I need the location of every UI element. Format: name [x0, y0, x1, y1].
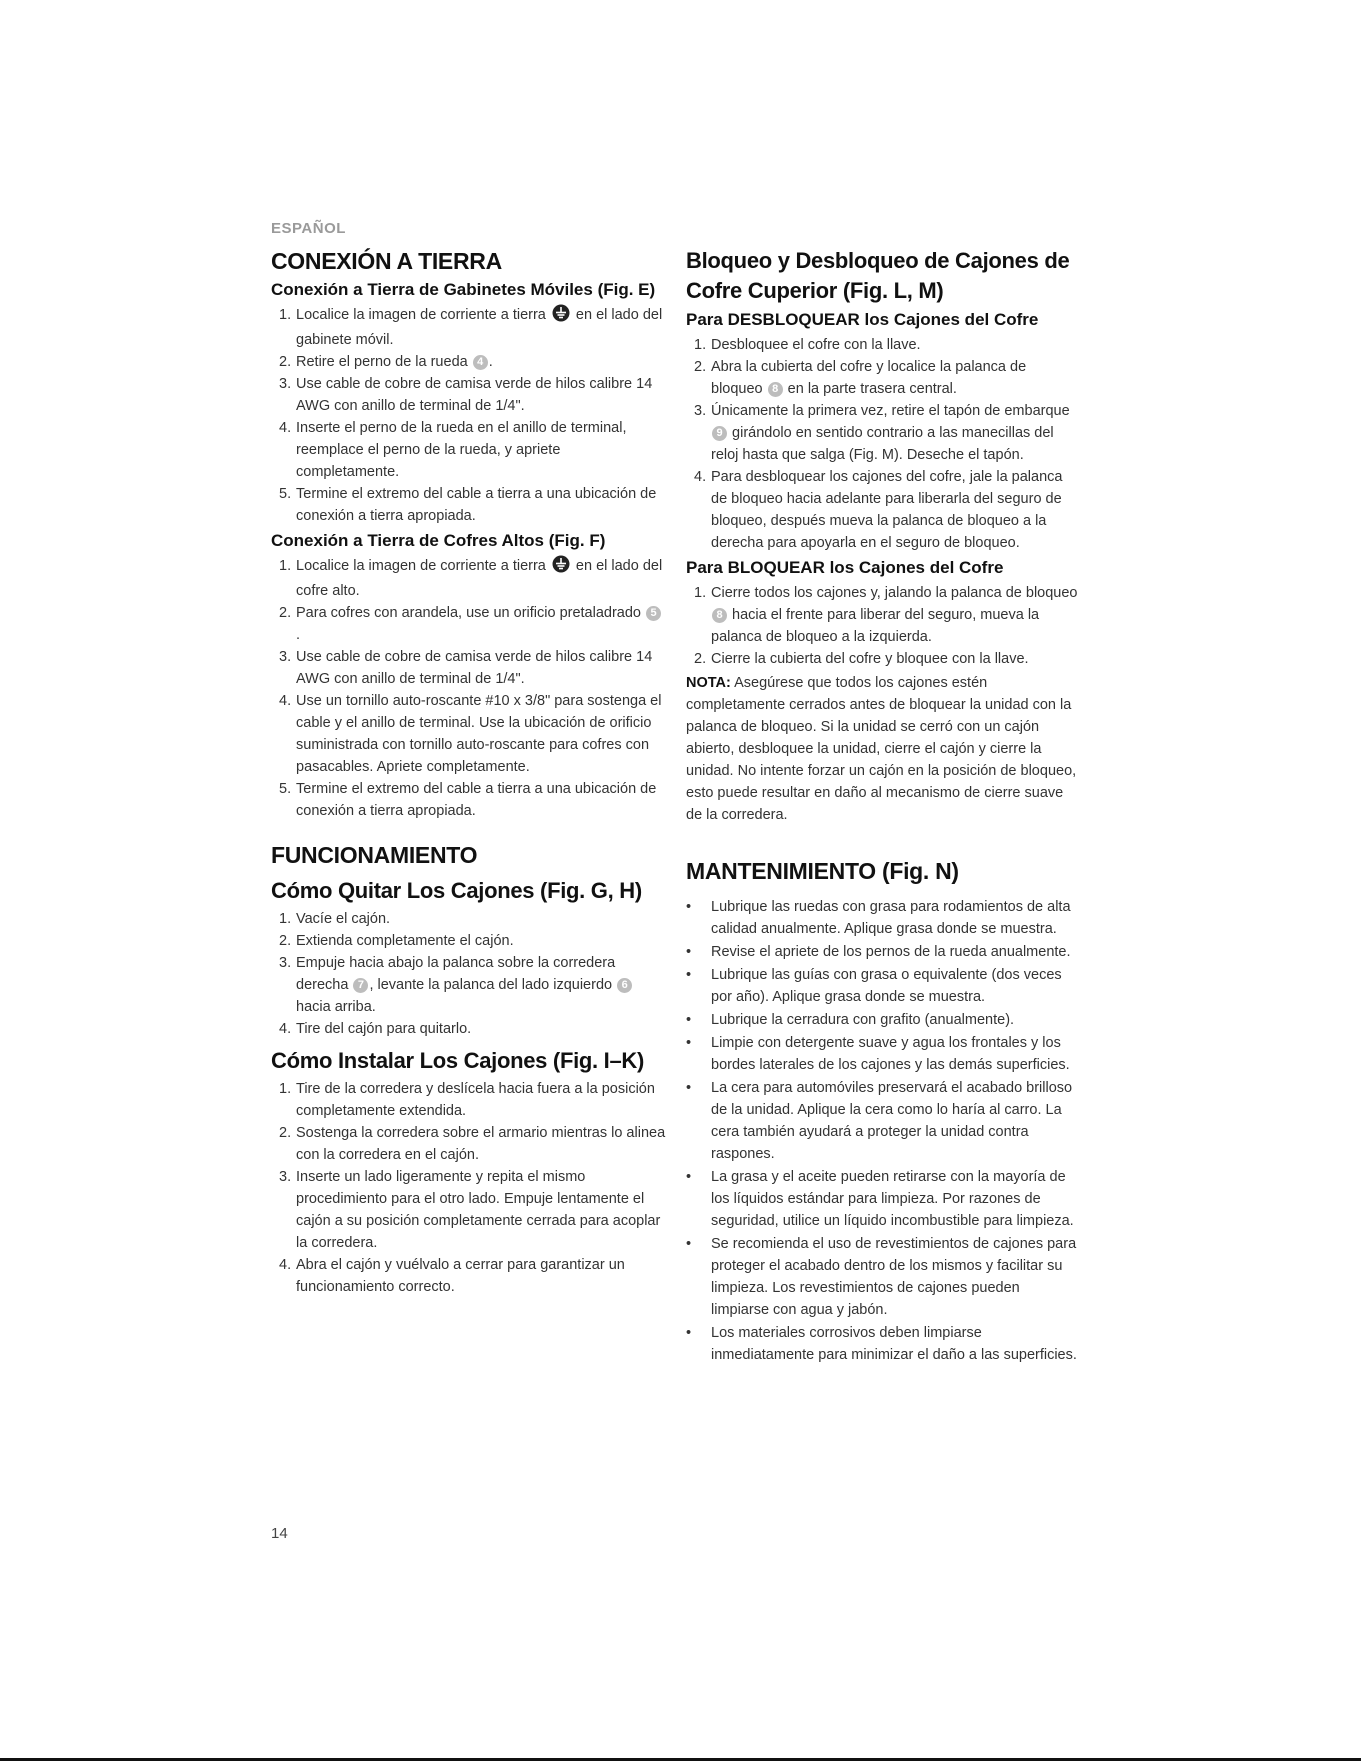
list-item: • La cera para automóviles preservará el acabado brilloso de la unidad. Aplique la cera como lo haría al carro. La cera también ayudará a proteger la unidad contra raspones. — [686, 1080, 1073, 1162]
list-item: 2. Abra la cubierta del cofre y localice la palanca de bloqueo 8 en la parte trasera central. — [694, 359, 1027, 397]
install-drawers-heading: Cómo Instalar Los Cajones (Fig. I–K) — [271, 1048, 645, 1073]
list-item: 4. Inserte el perno de la rueda en el anillo de terminal, reemplace el perno de la rueda, y apriete completamente. — [279, 420, 627, 480]
operation-heading: FUNCIONAMIENTO — [271, 842, 478, 868]
list-item: 3. Use cable de cobre de camisa verde de hilos calibre 14 AWG con anillo de terminal de 1/4". — [279, 376, 653, 414]
remove-drawers-steps — [271, 908, 666, 1040]
list-item: 1. Localice la imagen de corriente a tierra en el lado del gabinete móvil. — [271, 304, 666, 351]
list-item: 1. Vacíe el cajón. — [279, 911, 391, 927]
callout-badge: 8 — [768, 382, 783, 397]
list-item: 1. Cierre todos los cajones y, jalando la palanca de bloqueo 8 hacia el frente para liberar del seguro, mueva la palanca de bloqueo a la izquierda. — [694, 585, 1078, 645]
callout-badge: 9 — [712, 426, 727, 441]
list-item: • Revise el apriete de los pernos de la rueda anualmente. — [686, 944, 1071, 960]
grounding-heading: CONEXIÓN A TIERRA — [271, 248, 502, 274]
list-item: 5. Termine el extremo del cable a tierra a una ubicación de conexión a tierra apropiada. — [279, 486, 657, 524]
list-item: 4. Abra el cajón y vuélvalo a cerrar para garantizar un funcionamiento correcto. — [279, 1257, 625, 1295]
install-drawers-steps — [271, 1078, 666, 1298]
list-item: 2. Cierre la cubierta del cofre y bloquee con la llave. — [694, 651, 1029, 667]
mobile-grounding-subheading: Conexión a Tierra de Gabinetes Móviles (Fig. E) — [271, 280, 656, 299]
list-item: • Limpie con detergente suave y agua los frontales y los bordes laterales de los cajones y las demás superficies. — [686, 1035, 1070, 1073]
locking-heading: Bloqueo y Desbloqueo de Cajones de Cofre Cuperior (Fig. L, M) — [686, 248, 1070, 303]
note-paragraph — [686, 672, 1078, 826]
callout-badge: 8 — [712, 608, 727, 623]
list-item: • Lubrique las guías con grasa o equivalente (dos veces por año). Aplique grasa donde se muestra. — [686, 967, 1062, 1005]
maintenance-list — [686, 896, 1078, 1366]
list-item: 1. Localice la imagen de corriente a tierra en el lado del cofre alto. — [271, 555, 666, 602]
list-item: 2. Sostenga la corredera sobre el armario mientras lo alinea con la corredera en el cajón. — [279, 1125, 666, 1163]
list-item: 3. Inserte un lado ligeramente y repita el mismo procedimiento para el otro lado. Empuje lentamente el cajón a su posición completamente cerrada para acoplar la corredera. — [279, 1169, 661, 1251]
list-item: • Lubrique la cerradura con grafito (anualmente). — [686, 1012, 1015, 1028]
list-item: 2. Retire el perno de la rueda 4 . — [279, 354, 493, 370]
list-item: 3. Únicamente la primera vez, retire el tapón de embarque 9 girándolo en sentido contrario a las manecillas del reloj hasta que salga (Fig. M). Deseche el tapón. — [694, 403, 1070, 463]
list-item: • La grasa y el aceite pueden retirarse con la mayoría de los líquidos estándar para limpieza. Por razones de seguridad, utilice un líquido incombustible para limpieza. — [686, 1169, 1074, 1229]
unlock-steps — [686, 334, 1078, 554]
list-item: 2. Extienda completamente el cajón. — [279, 933, 514, 949]
lock-steps — [686, 582, 1078, 670]
list-item: 1. Desbloquee el cofre con la llave. — [694, 337, 921, 353]
callout-badge: 5 — [646, 606, 661, 621]
note-text: Asegúrese que todos los cajones estén completamente cerrados antes de bloquear la unidad con la palanca de bloqueo. Si la unidad se cerró con un cajón abierto, desbloquee la unidad, cierre el cajón y cierre la unidad. No intente forzar un cajón en la posición de bloqueo, esto puede resultar en daño al mecanismo de cierre suave de la corredera. — [686, 675, 1077, 823]
list-item: 4. Tire del cajón para quitarlo. — [279, 1021, 472, 1037]
callout-badge: 6 — [617, 978, 632, 993]
maintenance-heading: MANTENIMIENTO (Fig. N) — [686, 858, 959, 884]
callout-badge: 7 — [353, 978, 368, 993]
list-item: 3. Use cable de cobre de camisa verde de hilos calibre 14 AWG con anillo de terminal de 1/4". — [279, 649, 653, 687]
remove-drawers-heading: Cómo Quitar Los Cajones (Fig. G, H) — [271, 878, 642, 903]
language-label: ESPAÑOL — [271, 220, 346, 237]
unlock-subheading: Para DESBLOQUEAR los Cajones del Cofre — [686, 310, 1039, 329]
ground-symbol-icon — [552, 555, 570, 580]
tall-grounding-subheading: Conexión a Tierra de Cofres Altos (Fig. F) — [271, 531, 606, 550]
list-item: • Se recomienda el uso de revestimientos de cajones para proteger el acabado dentro de los mismos y facilitar su limpieza. Los revestimientos de cajones pueden limpiarse con agua y jabón. — [686, 1236, 1077, 1318]
callout-badge: 4 — [473, 355, 488, 370]
right-column — [686, 246, 1078, 1367]
lock-subheading: Para BLOQUEAR los Cajones del Cofre — [686, 558, 1004, 577]
left-column — [271, 246, 666, 1298]
list-item: 4. Para desbloquear los cajones del cofre, jale la palanca de bloqueo hacia adelante para liberarla del seguro de bloqueo, después mueva la palanca de bloqueo a la derecha para apoyarla en el seguro de bloqueo. — [694, 469, 1063, 551]
ground-symbol-icon — [552, 304, 570, 329]
list-item: 2. Para cofres con arandela, use un orificio pretaladrado 5. — [271, 602, 666, 646]
list-item: 3. Empuje hacia abajo la palanca sobre la corredera derecha 7 , levante la palanca del lado izquierdo 6 hacia arriba. — [271, 952, 666, 1018]
list-item: 4. Use un tornillo auto-roscante #10 x 3/8" para sostenga el cable y el anillo de terminal. Use la ubicación de orificio suministrada con tornillo auto-roscante para cofres con pasacables. Apriete completamente. — [279, 693, 662, 775]
mobile-grounding-steps — [271, 304, 666, 527]
list-item: • Lubrique las ruedas con grasa para rodamientos de alta calidad anualmente. Aplique grasa donde se muestra. — [686, 899, 1071, 937]
note-label: NOTA: — [686, 675, 731, 691]
tall-grounding-steps — [271, 555, 666, 822]
list-item: 5. Termine el extremo del cable a tierra a una ubicación de conexión a tierra apropiada. — [279, 781, 657, 819]
list-item: 1. Tire de la corredera y deslícela hacia fuera a la posición completamente extendida. — [279, 1081, 655, 1119]
page-number: 14 — [271, 1525, 288, 1542]
list-item: • Los materiales corrosivos deben limpiarse inmediatamente para minimizar el daño a las superficies. — [686, 1325, 1077, 1363]
